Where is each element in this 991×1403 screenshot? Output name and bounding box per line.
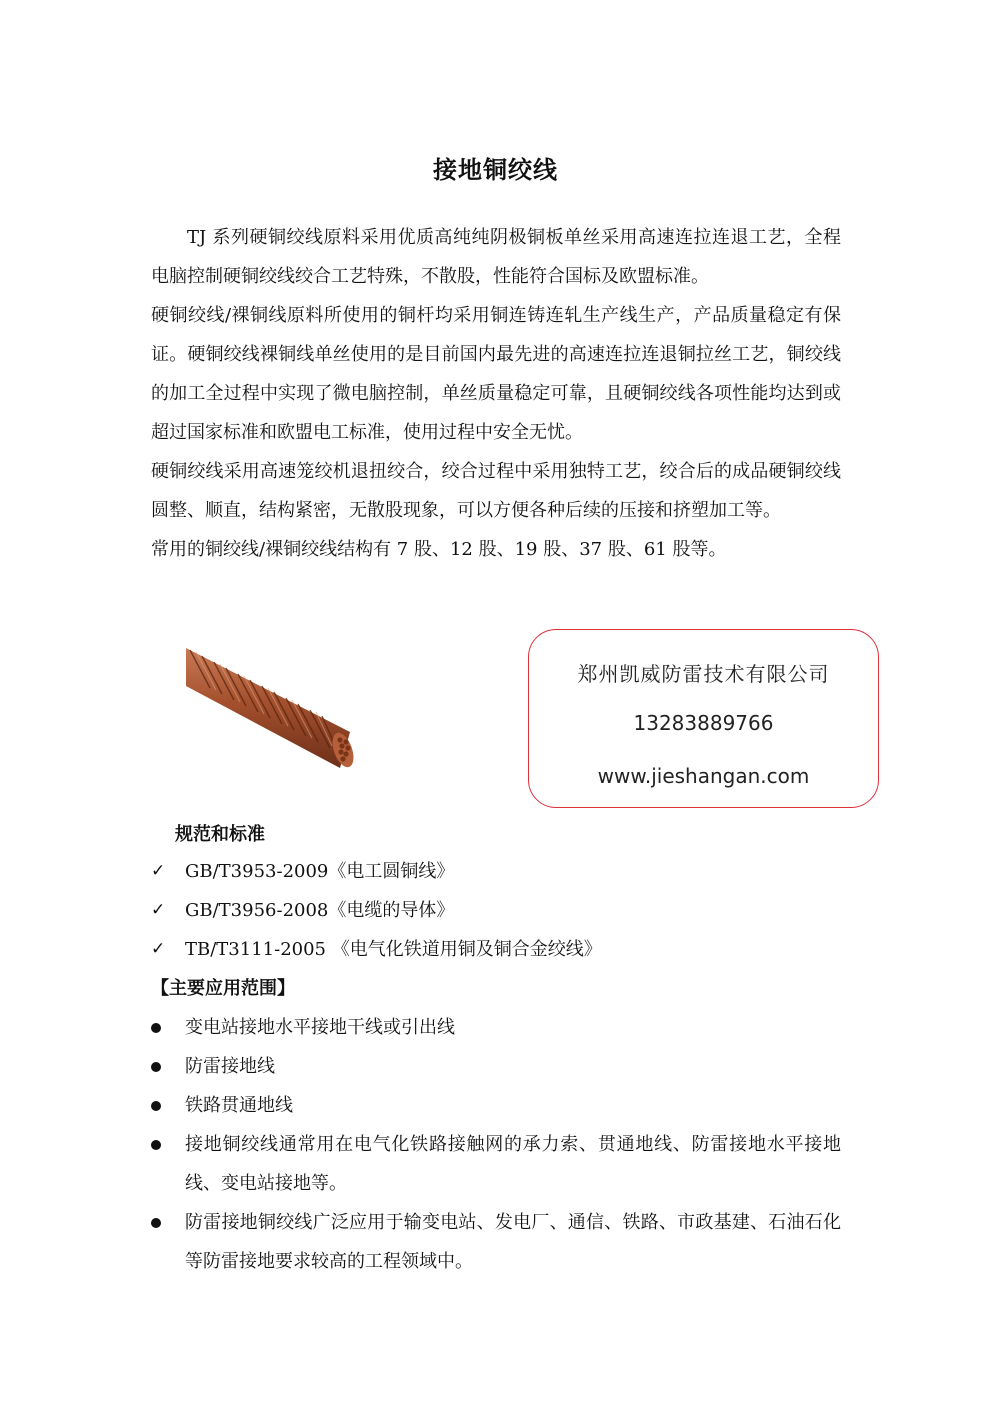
copper-strand-image [180,640,360,775]
paragraph-1: TJ 系列硬铜绞线原料采用优质高纯纯阴极铜板单丝采用高速连拉连退工艺，全程电脑控制硬铜绞线绞合工艺特殊，不散股，性能符合国标及欧盟标准。 [151,227,841,287]
contact-box [528,629,879,808]
check-icon: ✓ [151,861,166,881]
application-item: 接地铜绞线通常用在电气化铁路接触网的承力索、贯通地线、防雷接地水平接地线、变电站接地等。 [151,1125,841,1203]
bullet-icon [151,1218,161,1228]
paragraph-3: 硬铜绞线采用高速笼绞机退扭绞合，绞合过程中采用独特工艺，绞合后的成品硬铜绞线圆整、顺直，结构紧密，无散股现象，可以方便各种后续的压接和挤塑加工等。 [151,461,841,521]
application-item: 防雷接地铜绞线广泛应用于输变电站、发电厂、通信、铁路、市政基建、石油石化等防雷接地要求较高的工程领域中。 [151,1203,841,1281]
standard-item: ✓ TB/T3111-2005 《电气化铁道用铜及铜合金绞线》 [151,930,841,969]
page-title: 接地铜绞线 [433,156,558,184]
bullet-icon [151,1101,161,1111]
bullet-icon [151,1062,161,1072]
application-item: 变电站接地水平接地干线或引出线 [151,1008,841,1047]
standards-list [151,852,841,969]
applications-list [151,1008,841,1281]
bullet-icon [151,1023,161,1033]
phone-number: 13283889766 [633,711,774,735]
standard-item: ✓ GB/T3953-2009《电工圆铜线》 [151,852,841,891]
intro-text [151,218,841,569]
application-item: 铁路贯通地线 [151,1086,841,1125]
check-icon: ✓ [151,939,166,959]
paragraph-2: 硬铜绞线/裸铜线原料所使用的铜杆均采用铜连铸连轧生产线生产，产品质量稳定有保证。硬铜绞线裸铜线单丝使用的是目前国内最先进的高速连拉连退铜拉丝工艺，铜绞线的加工全过程中实现了微电脑控制，单丝质量稳定可靠，且硬铜绞线各项性能均达到或超过国家标准和欧盟电工标准，使用过程中安全无忧。 [151,305,841,443]
standards-heading: 规范和标准 [175,824,265,845]
check-icon: ✓ [151,900,166,920]
company-name: 郑州凯威防雷技术有限公司 [577,662,830,686]
bullet-icon [151,1140,161,1150]
website-url[interactable]: www.jieshangan.com [597,764,810,788]
standard-item: ✓ GB/T3956-2008《电缆的导体》 [151,891,841,930]
application-item: 防雷接地线 [151,1047,841,1086]
paragraph-4: 常用的铜绞线/裸铜绞线结构有 7 股、12 股、19 股、37 股、61 股等。 [151,539,727,560]
applications-heading: 【主要应用范围】 [151,978,295,999]
